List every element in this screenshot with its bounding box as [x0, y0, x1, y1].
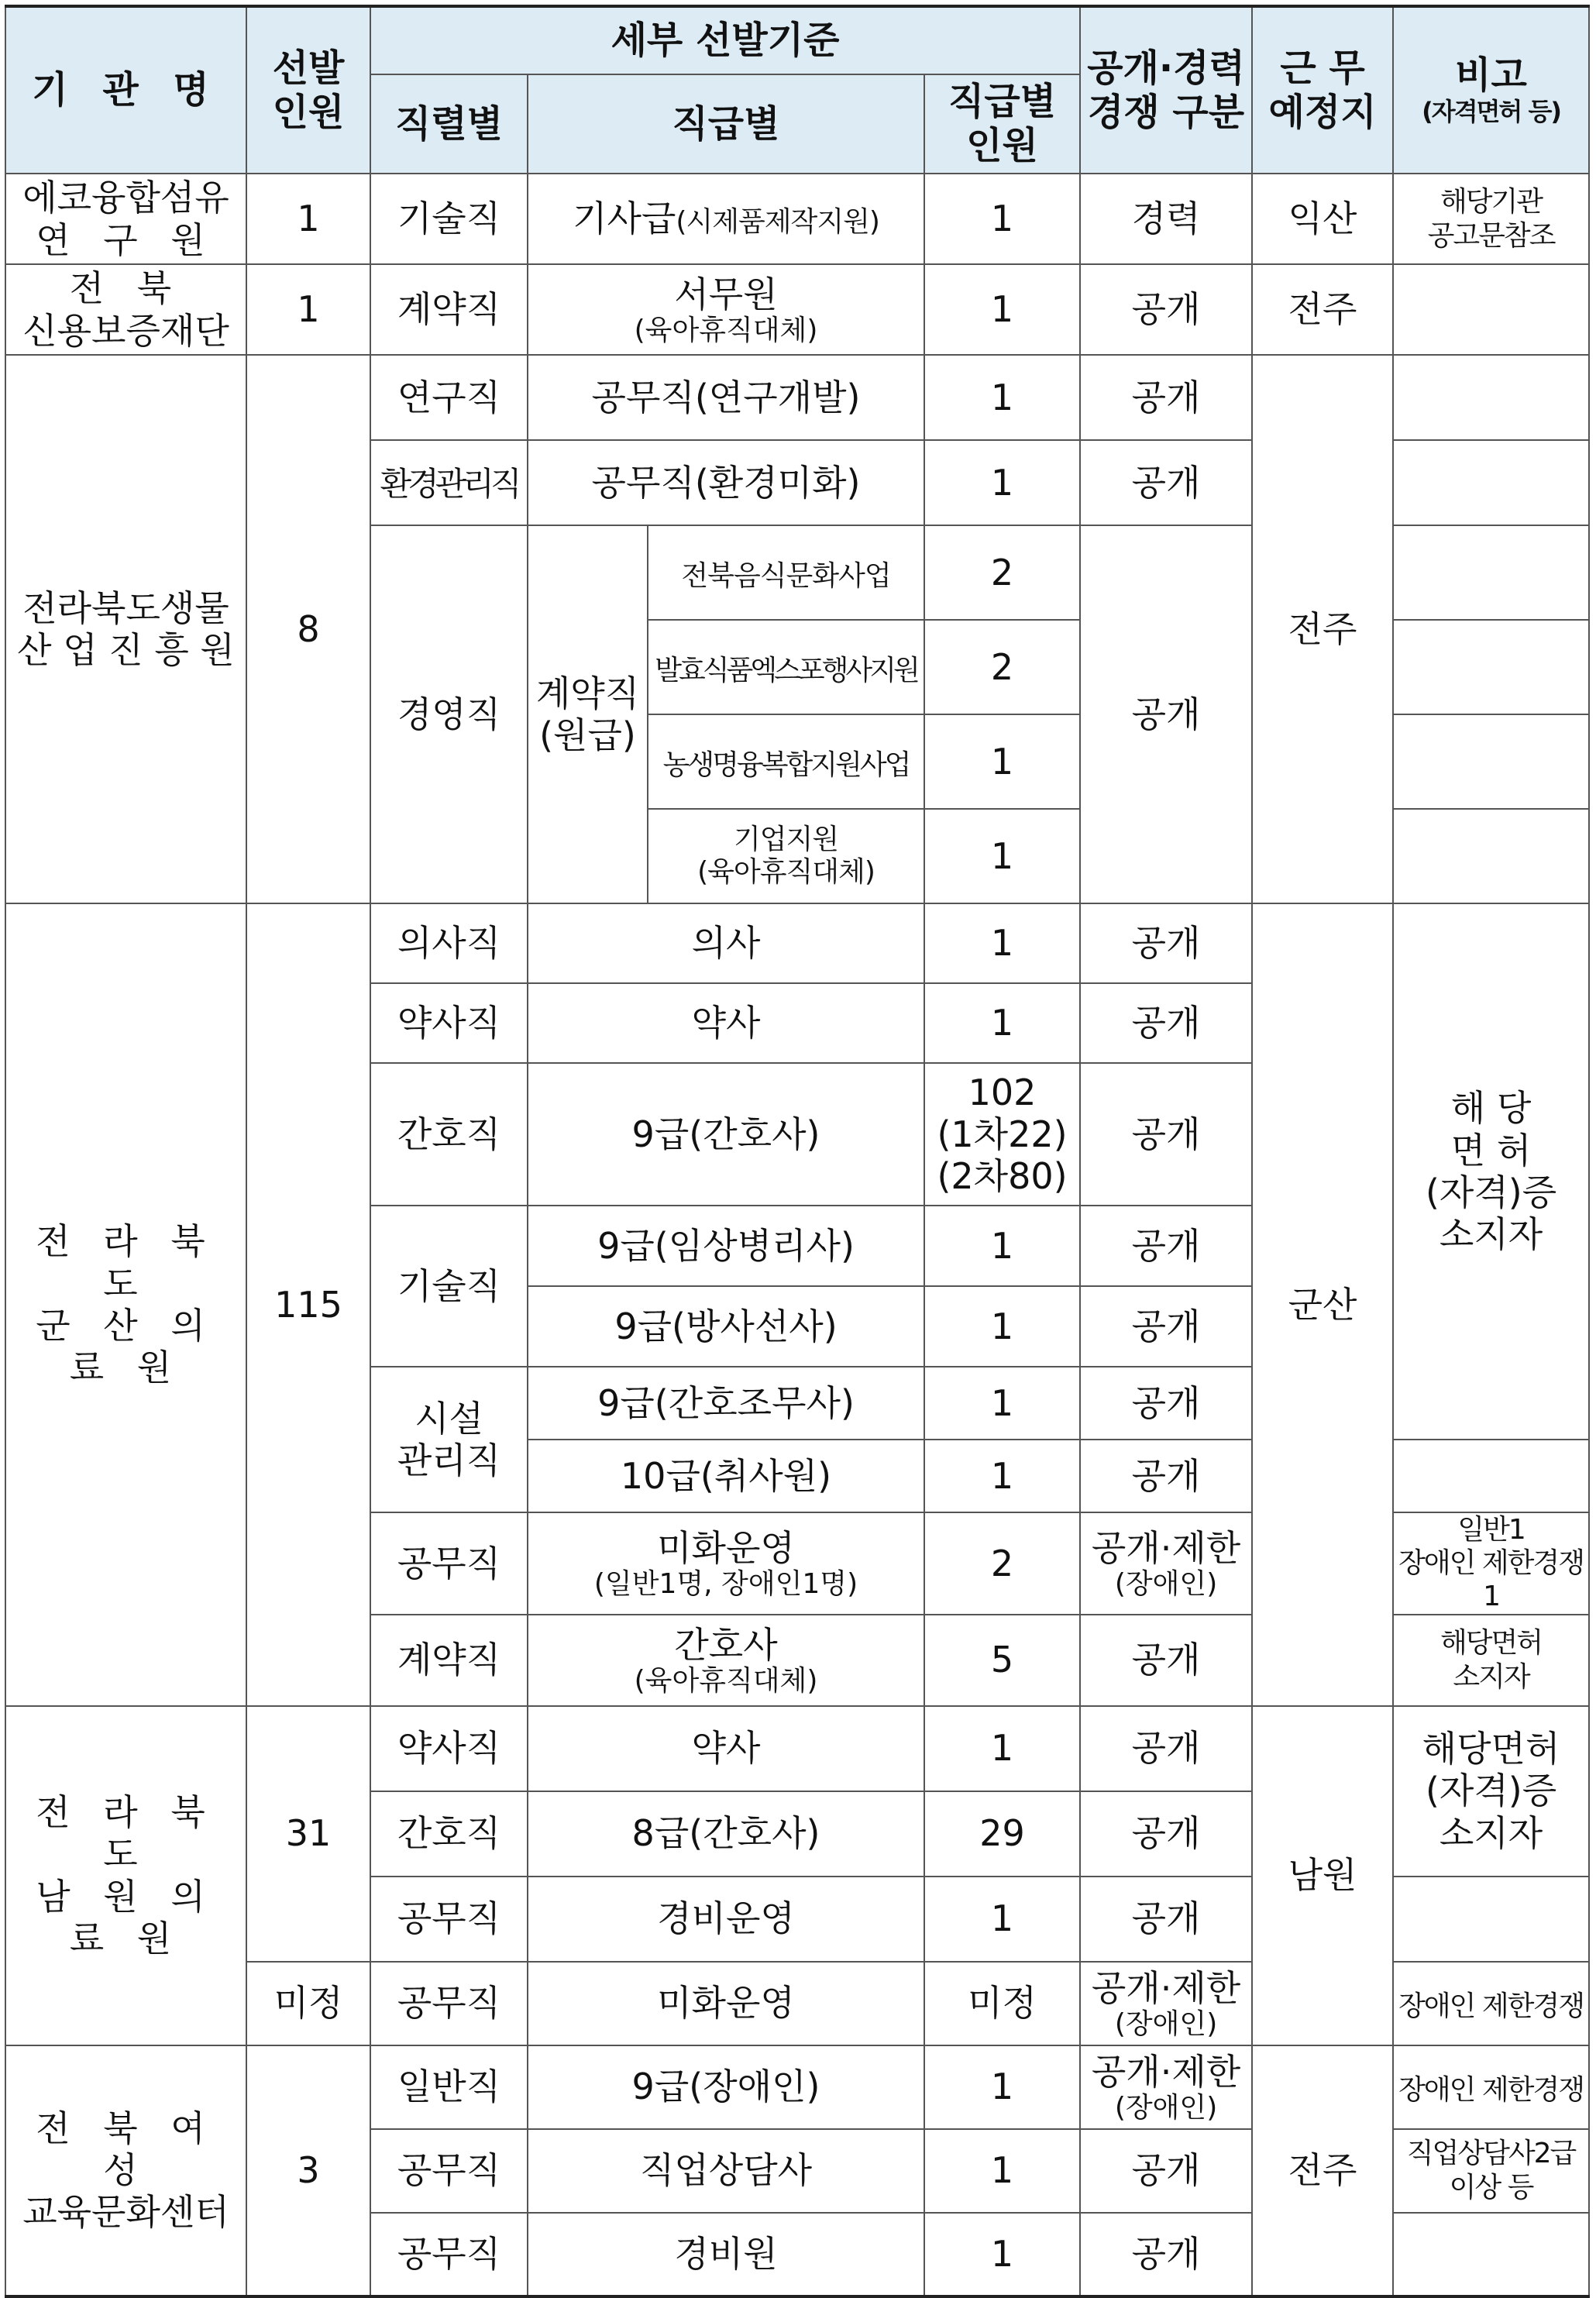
type-cell: 공개 — [1080, 903, 1252, 983]
header-criteria: 세부 선발기준 — [370, 6, 1080, 74]
series-cell: 기술직 — [370, 1206, 528, 1367]
type-cell: 공개 — [1080, 440, 1252, 525]
grade-count-cell: 1 — [924, 264, 1080, 355]
type-cell: 공개 — [1080, 355, 1252, 440]
grade-count-cell: 1 — [924, 2213, 1080, 2296]
grade-cell: 9급(임상병리사) — [528, 1206, 924, 1286]
grade-cell: 10급(취사원) — [528, 1440, 924, 1512]
grade-cell: 의사 — [528, 903, 924, 983]
note-cell: 일반1 장애인 제한경쟁 1 — [1393, 1512, 1589, 1615]
table-row — [5, 1706, 1589, 1791]
note-cell — [1393, 620, 1589, 714]
series-cell: 연구직 — [370, 355, 528, 440]
series-cell: 기술직 — [370, 174, 528, 264]
grade-cell: 기업지원 (육아휴직대체) — [648, 809, 924, 903]
grade-cell: 9급(간호사) — [528, 1063, 924, 1206]
grade-cell: 공무직(환경미화) — [528, 440, 924, 525]
grade-cell: 기사급(시제품제작지원) — [528, 174, 924, 264]
grade-count-cell: 1 — [924, 983, 1080, 1063]
table-row — [5, 264, 1589, 355]
grade-cell: 경비운영 — [528, 1877, 924, 1962]
grade-count-cell: 1 — [924, 440, 1080, 525]
note-cell — [1393, 1440, 1589, 1512]
note-cell: 직업상담사2급 이상 등 — [1393, 2129, 1589, 2213]
type-cell: 공개 — [1080, 1206, 1252, 1286]
series-cell: 계약직 — [370, 264, 528, 355]
type-cell: 공개 — [1080, 1440, 1252, 1512]
table-row — [5, 2045, 1589, 2129]
grade-cell: 서무원 (육아휴직대체) — [528, 264, 924, 355]
type-cell: 공개 — [1080, 2129, 1252, 2213]
recruitment-table-wrapper — [5, 5, 1590, 2298]
grade-cell: 전북음식문화사업 — [648, 525, 924, 620]
location-cell: 전주 — [1252, 355, 1393, 903]
grade-cell: 발효식품엑스포행사지원 — [648, 620, 924, 714]
grade-count-cell: 1 — [924, 714, 1080, 809]
header-location: 근 무 예정지 — [1252, 6, 1393, 174]
grade-count-cell: 미정 — [924, 1962, 1080, 2045]
table-row — [5, 355, 1589, 440]
grade-count-cell: 29 — [924, 1791, 1080, 1877]
header-count: 선발 인원 — [246, 6, 370, 174]
grade-cell: 농생명융복합지원사업 — [648, 714, 924, 809]
type-cell: 공개·제한 (장애인) — [1080, 1962, 1252, 2045]
series-cell: 공무직 — [370, 1512, 528, 1615]
header-type: 공개·경력 경쟁 구분 — [1080, 6, 1252, 174]
note-cell: 해당면허 (자격)증 소지자 — [1393, 1706, 1589, 1877]
series-cell: 공무직 — [370, 1877, 528, 1962]
series-cell: 계약직 — [370, 1615, 528, 1706]
note-cell — [1393, 1877, 1589, 1962]
series-cell: 공무직 — [370, 2213, 528, 2296]
grade-count-cell: 2 — [924, 1512, 1080, 1615]
org-count: 미정 — [246, 1962, 370, 2045]
location-cell: 군산 — [1252, 903, 1393, 1706]
table-row — [5, 903, 1589, 983]
type-cell: 공개 — [1080, 1877, 1252, 1962]
type-cell: 공개·제한 (장애인) — [1080, 2045, 1252, 2129]
grade-count-cell: 1 — [924, 1286, 1080, 1367]
grade-cell: 간호사 (육아휴직대체) — [528, 1615, 924, 1706]
type-cell: 공개 — [1080, 983, 1252, 1063]
type-cell: 공개 — [1080, 1286, 1252, 1367]
type-cell: 공개·제한 (장애인) — [1080, 1512, 1252, 1615]
location-cell: 익산 — [1252, 174, 1393, 264]
grade-count-cell: 1 — [924, 903, 1080, 983]
org-name: 전 북 여 성 교육문화센터 — [5, 2045, 246, 2296]
recruitment-table — [5, 5, 1590, 2298]
series-cell: 약사직 — [370, 1706, 528, 1791]
note-cell — [1393, 2213, 1589, 2296]
org-count: 115 — [246, 903, 370, 1706]
table-row — [5, 174, 1589, 264]
grade-count-cell: 1 — [924, 2129, 1080, 2213]
grade-count-cell: 1 — [924, 809, 1080, 903]
note-cell — [1393, 355, 1589, 440]
series-cell: 약사직 — [370, 983, 528, 1063]
note-cell — [1393, 264, 1589, 355]
grade-count-cell: 2 — [924, 525, 1080, 620]
grade-cell: 직업상담사 — [528, 2129, 924, 2213]
grade-cell: 공무직(연구개발) — [528, 355, 924, 440]
grade-count-cell: 1 — [924, 174, 1080, 264]
grade-count-cell: 1 — [924, 1206, 1080, 1286]
series-cell: 공무직 — [370, 1962, 528, 2045]
note-cell: 해 당 면 허 (자격)증 소지자 — [1393, 903, 1589, 1440]
grade-count-cell: 1 — [924, 2045, 1080, 2129]
note-cell — [1393, 440, 1589, 525]
grade-cell: 9급(간호조무사) — [528, 1367, 924, 1440]
org-count: 8 — [246, 355, 370, 903]
org-name: 전 라 북 도 군 산 의 료 원 — [5, 903, 246, 1706]
header-grade-count: 직급별 인원 — [924, 74, 1080, 174]
series-cell: 간호직 — [370, 1791, 528, 1877]
org-count: 31 — [246, 1706, 370, 1962]
note-cell — [1393, 809, 1589, 903]
grade-count-cell: 1 — [924, 1877, 1080, 1962]
grade-count-cell: 102 (1차22) (2차80) — [924, 1063, 1080, 1206]
type-cell: 공개 — [1080, 264, 1252, 355]
type-cell: 공개 — [1080, 2213, 1252, 2296]
type-cell: 공개 — [1080, 525, 1252, 903]
org-count: 1 — [246, 264, 370, 355]
location-cell: 남원 — [1252, 1706, 1393, 2045]
location-cell: 전주 — [1252, 264, 1393, 355]
grade-count-cell: 1 — [924, 1367, 1080, 1440]
grade-cell: 9급(방사선사) — [528, 1286, 924, 1367]
grade-cell: 미화운영 — [528, 1962, 924, 2045]
grade-cell: 8급(간호사) — [528, 1791, 924, 1877]
org-name: 전 라 북 도 남 원 의 료 원 — [5, 1706, 246, 2045]
grade-cell: 약사 — [528, 983, 924, 1063]
org-count: 1 — [246, 174, 370, 264]
grade-count-cell: 2 — [924, 620, 1080, 714]
series-cell: 공무직 — [370, 2129, 528, 2213]
org-name: 전 북 신용보증재단 — [5, 264, 246, 355]
grade-count-cell: 1 — [924, 355, 1080, 440]
note-cell — [1393, 714, 1589, 809]
type-cell: 공개 — [1080, 1615, 1252, 1706]
note-cell: 장애인 제한경쟁 — [1393, 1962, 1589, 2045]
note-cell: 해당면허 소지자 — [1393, 1615, 1589, 1706]
contract-cell: 계약직 (원급) — [528, 525, 648, 903]
location-cell: 전주 — [1252, 2045, 1393, 2296]
note-cell: 해당기관 공고문참조 — [1393, 174, 1589, 264]
series-cell: 의사직 — [370, 903, 528, 983]
org-count: 3 — [246, 2045, 370, 2296]
header-series: 직렬별 — [370, 74, 528, 174]
note-cell — [1393, 525, 1589, 620]
series-cell: 간호직 — [370, 1063, 528, 1206]
grade-cell: 미화운영 (일반1명, 장애인1명) — [528, 1512, 924, 1615]
org-name: 에코융합섬유 연 구 원 — [5, 174, 246, 264]
series-cell: 시설 관리직 — [370, 1367, 528, 1512]
type-cell: 공개 — [1080, 1706, 1252, 1791]
note-cell: 장애인 제한경쟁 — [1393, 2045, 1589, 2129]
series-cell: 경영직 — [370, 525, 528, 903]
header-grade: 직급별 — [528, 74, 924, 174]
header-org: 기 관 명 — [5, 6, 246, 174]
org-name: 전라북도생물 산 업 진 흥 원 — [5, 355, 246, 903]
header-note: 비고 (자격면허 등) — [1393, 6, 1589, 174]
grade-cell: 약사 — [528, 1706, 924, 1791]
grade-count-cell: 1 — [924, 1706, 1080, 1791]
grade-cell: 경비원 — [528, 2213, 924, 2296]
series-cell: 환경관리직 — [370, 440, 528, 525]
grade-cell: 9급(장애인) — [528, 2045, 924, 2129]
grade-count-cell: 1 — [924, 1440, 1080, 1512]
table-header — [5, 6, 1589, 174]
type-cell: 공개 — [1080, 1367, 1252, 1440]
series-cell: 일반직 — [370, 2045, 528, 2129]
type-cell: 경력 — [1080, 174, 1252, 264]
type-cell: 공개 — [1080, 1791, 1252, 1877]
type-cell: 공개 — [1080, 1063, 1252, 1206]
grade-count-cell: 5 — [924, 1615, 1080, 1706]
